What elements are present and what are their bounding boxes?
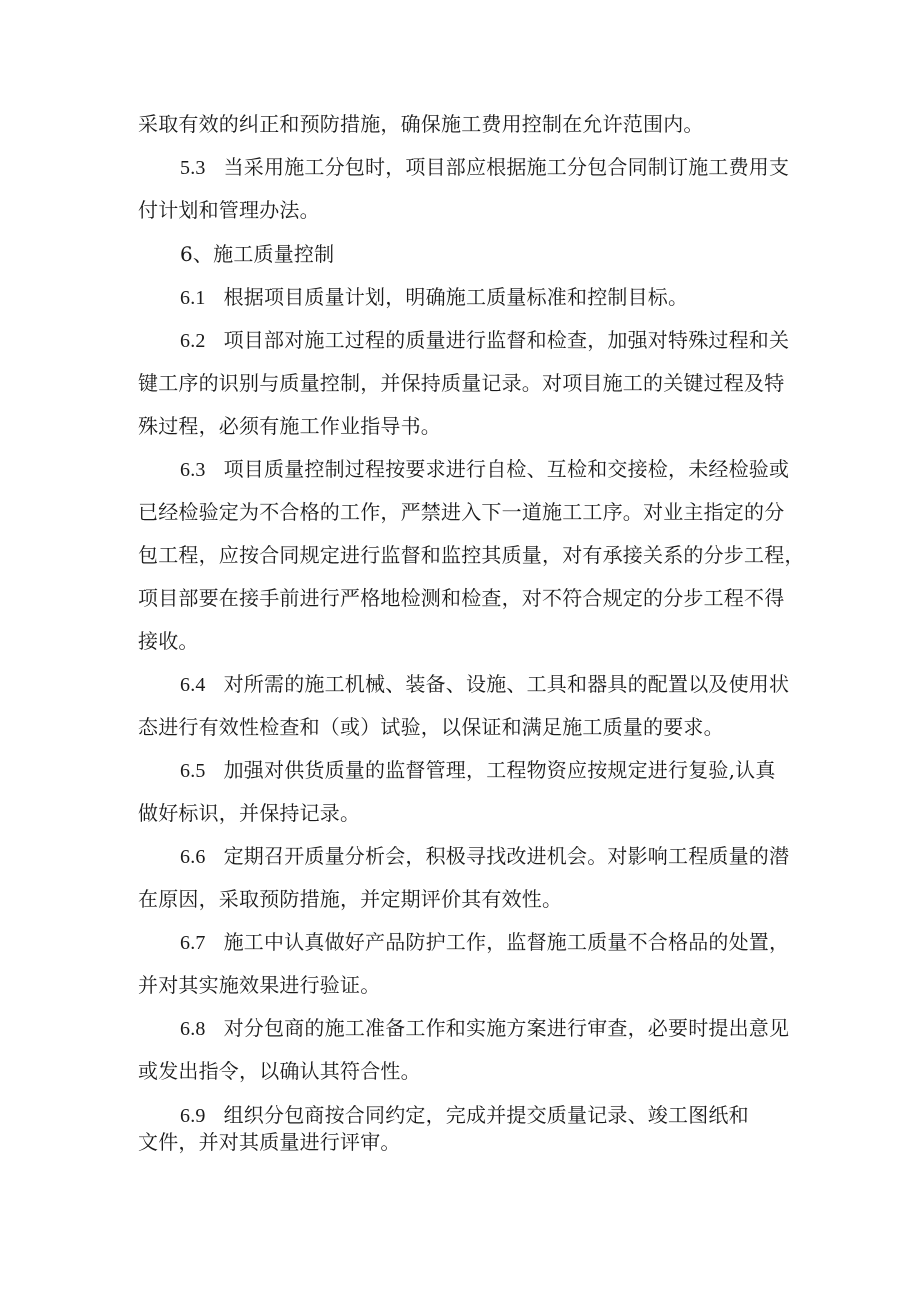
- clause-number: 6.8: [180, 1018, 206, 1040]
- text-line: 接收。: [138, 629, 199, 653]
- text-line: 6.7 施工中认真做好产品防护工作，监督施工质量不合格品的处置，: [180, 930, 790, 954]
- text-line: 6.6 定期召开质量分析会，积极寻找改进机会。对影响工程质量的潜: [180, 844, 790, 868]
- text-line: 键工序的识别与质量控制，并保持质量记录。对项目施工的关键过程及特: [138, 371, 785, 395]
- section-heading: 6、施工质量控制: [180, 242, 335, 266]
- text-line: 5.3 当采用施工分包时，项目部应根据施工分包合同制订施工费用支: [180, 155, 790, 179]
- clause-number: 6.4: [180, 674, 206, 696]
- text-line: 6.5 加强对供货质量的监督管理，工程物资应按规定进行复验,认真: [180, 758, 776, 782]
- text-line: 6.4 对所需的施工机械、装备、设施、工具和器具的配置以及使用状: [180, 672, 790, 696]
- text-line: 项目部要在接手前进行严格地检测和检查，对不符合规定的分步工程不得: [138, 586, 785, 610]
- text-line: 6.3 项目质量控制过程按要求进行自检、互检和交接检，未经检验或: [180, 457, 790, 481]
- text-line: 或发出指令，以确认其符合性。: [138, 1059, 421, 1083]
- text-line: 已经检验定为不合格的工作，严禁进入下一道施工工序。对业主指定的分: [138, 500, 785, 524]
- clause-number: 6.3: [180, 459, 206, 481]
- text-line: 在原因，采取预防措施，并定期评价其有效性。: [138, 887, 563, 911]
- clause-number: 6.7: [180, 932, 206, 954]
- text-line: 殊过程，必须有施工作业指导书。: [138, 414, 441, 438]
- text-line: 包工程，应按合同规定进行监督和监控其质量，对有承接关系的分步工程，: [138, 543, 805, 567]
- clause-number: 6.5: [180, 760, 206, 782]
- text-line: 6.8 对分包商的施工准备工作和实施方案进行审查，必要时提出意见: [180, 1016, 790, 1040]
- text-line: 6.9 组织分包商按合同约定，完成并提交质量记录、竣工图纸和: [180, 1103, 749, 1127]
- text-line: 态进行有效性检查和（或）试验，以保证和满足施工质量的要求。: [138, 715, 724, 739]
- text-line: 并对其实施效果进行验证。: [138, 973, 381, 997]
- text-line: 文件，并对其质量进行评审。: [138, 1130, 401, 1154]
- clause-number: 6.1: [180, 287, 206, 309]
- text-line: 付计划和管理办法。: [138, 198, 320, 222]
- clause-number: 6.6: [180, 846, 206, 868]
- text-line: 做好标识，并保持记录。: [138, 801, 361, 825]
- text-line: 6.1 根据项目质量计划，明确施工质量标准和控制目标。: [180, 285, 689, 309]
- text-line: 6.2 项目部对施工过程的质量进行监督和检查，加强对特殊过程和关: [180, 328, 790, 352]
- clause-number: 6.2: [180, 330, 206, 352]
- clause-number: 6.9: [180, 1105, 206, 1127]
- clause-number: 5.3: [180, 157, 206, 179]
- text-line: 采取有效的纠正和预防措施，确保施工费用控制在允许范围内。: [138, 112, 704, 136]
